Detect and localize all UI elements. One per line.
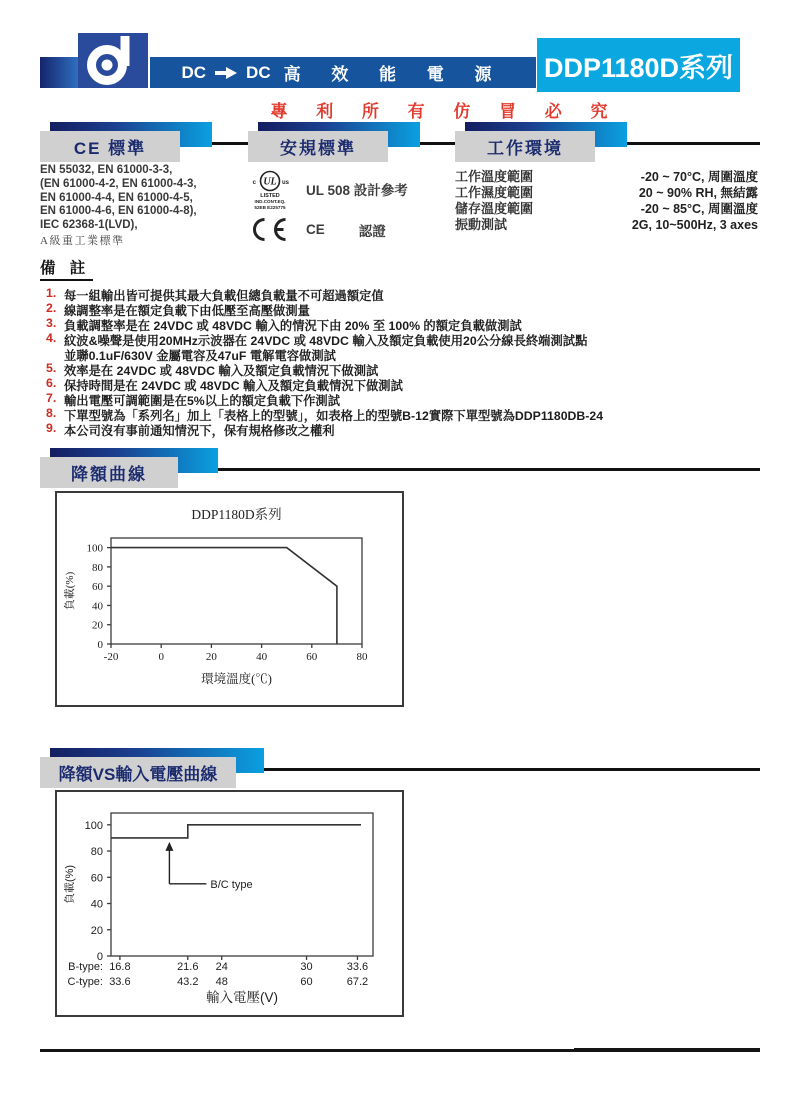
logo-accent-bar (40, 57, 78, 88)
note-text: 下單型號為「系列名」加上「表格上的型號」，如表格上的型號B-12實際下單型號為DDP1180DB-24 (64, 409, 604, 423)
chart-labels (62, 507, 368, 686)
section-label: 降額VS輸入電壓曲線 (40, 757, 236, 788)
env-label: 振動測試 (455, 217, 508, 232)
chart-svg (57, 792, 398, 1011)
chart-series-line (111, 548, 337, 644)
env-value: -20 ~ 85°C, 周圍溫度 (640, 202, 758, 216)
section-header-derating-vs-voltage (40, 748, 270, 790)
svg-text:30: 30 (300, 961, 313, 973)
section-header-safety (248, 122, 420, 164)
svg-text:40: 40 (90, 898, 103, 911)
env-value: -20 ~ 70°C, 周圍溫度 (640, 170, 758, 184)
env-label: 工作濕度範圍 (455, 185, 534, 200)
ce-approval-row (248, 216, 386, 243)
svg-text:0: 0 (97, 639, 103, 651)
chart-series-line (111, 825, 361, 838)
note-number: 4. (46, 331, 57, 345)
ce-line: (EN 61000-4-2, EN 61000-4-3, (40, 177, 197, 190)
ul-approval-text: UL 508 設計參考 (306, 183, 408, 198)
patent-slogan: 專 利 所 有 仿 冒 必 究 (270, 102, 620, 121)
env-row (455, 214, 758, 233)
svg-text:B-type:: B-type: (68, 961, 103, 973)
ul-listed-icon (248, 170, 292, 214)
svg-text:LISTED: LISTED (260, 193, 280, 199)
brand-d-icon (78, 33, 148, 88)
note-text: 並聯0.1uF/630V 金屬電容及47uF 電解電容做測試 (64, 349, 336, 363)
svg-text:16.8: 16.8 (109, 961, 131, 973)
svg-text:40: 40 (92, 600, 103, 613)
ul-approval-row (248, 170, 408, 214)
svg-text:C-type:: C-type: (67, 976, 103, 988)
ce-approval-label: CE (306, 222, 325, 237)
svg-text:環境溫度(℃): 環境溫度(℃) (201, 672, 272, 686)
note-number: 5. (46, 361, 57, 375)
env-label: 儲存溫度範圍 (455, 201, 534, 216)
section-rule (252, 768, 760, 771)
svg-text:us: us (282, 180, 290, 186)
env-value: 20 ~ 90% RH, 無結露 (638, 186, 758, 200)
svg-text:43.2: 43.2 (177, 976, 199, 988)
svg-text:33.6: 33.6 (109, 976, 131, 988)
section-label: 降額曲線 (40, 457, 178, 488)
svg-text:52EB E225775: 52EB E225775 (254, 205, 286, 210)
svg-text:67.2: 67.2 (346, 976, 369, 988)
svg-text:60: 60 (306, 651, 318, 663)
svg-text:20: 20 (205, 651, 217, 663)
note-text: 保持時間是在 24VDC 或 48VDC 輸入及額定負載情況下做測試 (64, 379, 403, 393)
svg-text:負載(%): 負載(%) (64, 571, 76, 611)
svg-text:100: 100 (86, 542, 103, 555)
svg-text:B/C type: B/C type (210, 878, 253, 891)
svg-text:60: 60 (90, 872, 103, 885)
chart-labels (62, 820, 368, 1005)
svg-text:21.6: 21.6 (177, 961, 199, 973)
chart-axes (107, 538, 362, 648)
note-text: 本公司沒有事前通知情況下，保有規格修改之權利 (64, 424, 335, 438)
env-label: 工作溫度範圍 (455, 169, 534, 184)
section-label: CE 標準 (40, 131, 180, 162)
svg-text:60: 60 (92, 581, 103, 594)
env-value: 2G, 10~500Hz, 3 axes (631, 218, 758, 232)
chart-svg (57, 493, 398, 701)
note-number: 8. (46, 406, 57, 420)
ce-line: EN 55032, EN 61000-3-3, (40, 164, 173, 176)
section-header-ce (40, 122, 212, 164)
series-badge: DDP1180D系列 (537, 38, 740, 92)
footer-rule-thick (574, 1048, 760, 1052)
svg-text:輸入電壓(V): 輸入電壓(V) (206, 990, 278, 1005)
note-number: 9. (46, 421, 57, 435)
ce-standards-list (40, 164, 250, 249)
note-text: 效率是在 24VDC 或 48VDC 輸入及額定負載情況下做測試 (64, 364, 379, 378)
chart-annotation (165, 842, 252, 891)
ce-approval-text: 認證 (358, 223, 386, 239)
section-header-derating (40, 448, 212, 490)
note-number: 7. (46, 391, 57, 405)
ce-mark-icon (248, 216, 288, 243)
note-number: 1. (46, 286, 57, 300)
section-label: 安規標準 (248, 131, 388, 162)
notes-title: 備 註 (40, 256, 93, 278)
derating-temperature-chart (55, 491, 404, 707)
svg-text:40: 40 (256, 651, 268, 663)
ce-line: EN 61000-4-6, EN 61000-4-8), (40, 205, 197, 218)
industry-grade-line: A級重工業標準 (40, 234, 125, 247)
svg-text:33.6: 33.6 (346, 961, 369, 973)
svg-text:24: 24 (215, 961, 228, 973)
note-number: 2. (46, 301, 57, 315)
svg-text:100: 100 (84, 819, 103, 832)
svg-text:80: 80 (90, 846, 103, 859)
title-cjk: 高 效 能 電 源 (283, 65, 505, 84)
note-text: 紋波&噪聲是使用20MHz示波器在 24VDC 或 48VDC 輸入及額定負載使用20公分線長終端測試點 (64, 334, 588, 348)
note-text: 負載調整率是在 24VDC 或 48VDC 輸入的情況下由 20% 至 100% 的額定負載做測試 (64, 319, 522, 333)
title-dc-left: DC (181, 62, 207, 82)
ce-line: IEC 62368-1(LVD), (40, 219, 138, 232)
brand-logo (78, 33, 148, 88)
svg-text:20: 20 (90, 924, 103, 937)
note-item (46, 421, 335, 439)
svg-text:c: c (252, 180, 256, 186)
note-text: 線調整率是在額定負載下由低壓至高壓做測量 (64, 304, 310, 318)
title-dc-right: DC (246, 62, 271, 82)
section-label: 工作環境 (455, 131, 595, 162)
note-number: 3. (46, 316, 57, 330)
svg-text:DDP1180D系列: DDP1180D系列 (191, 507, 282, 522)
svg-text:-20: -20 (103, 651, 119, 663)
derating-voltage-chart (55, 790, 404, 1017)
svg-text:負載(%): 負載(%) (64, 864, 76, 905)
svg-text:80: 80 (356, 651, 368, 663)
section-header-environment (455, 122, 627, 164)
svg-text:IND.CONT.EQ.: IND.CONT.EQ. (254, 199, 286, 204)
section-rule (212, 468, 760, 471)
svg-text:48: 48 (215, 976, 228, 988)
svg-text:80: 80 (92, 561, 103, 574)
note-number: 6. (46, 376, 57, 390)
right-arrow-icon (215, 67, 237, 79)
svg-text:0: 0 (96, 951, 103, 963)
note-text: 每一組輸出皆可提供其最大負載但總負載量不可超過額定值 (64, 289, 384, 303)
svg-text:UL: UL (263, 176, 277, 188)
svg-text:20: 20 (92, 619, 103, 632)
svg-text:60: 60 (300, 976, 313, 988)
svg-text:0: 0 (158, 651, 164, 663)
note-text: 輸出電壓可調範圍是在5%以上的額定負載下作測試 (64, 394, 341, 408)
page-title (150, 57, 536, 88)
ce-line: EN 61000-4-4, EN 61000-4-5, (40, 191, 193, 204)
